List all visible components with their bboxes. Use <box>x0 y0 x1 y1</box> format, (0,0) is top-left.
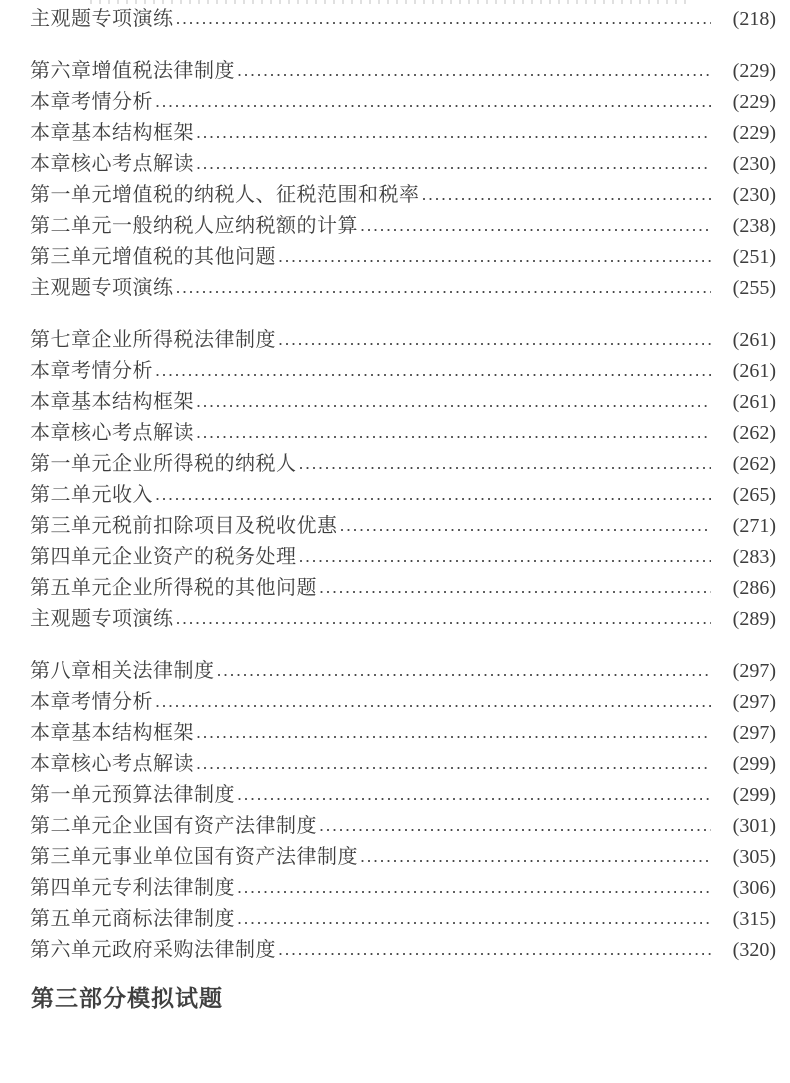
toc-entry-title: 第三单元增值税的其他问题 <box>30 246 276 268</box>
toc-entry-title: 本章基本结构框架 <box>30 391 194 413</box>
toc-section <box>30 656 776 966</box>
toc-entry-page: (297) <box>732 660 776 682</box>
toc-leader-dots <box>360 210 711 241</box>
toc-entry-title: 第三单元事业单位国有资产法律制度 <box>30 846 358 868</box>
toc-entry-page: (271) <box>732 515 776 537</box>
toc-entry-page: (261) <box>732 391 776 413</box>
toc-entry-page: (261) <box>732 360 776 382</box>
toc-entry-title: 本章基本结构框架 <box>30 122 194 144</box>
toc-entry <box>30 56 776 87</box>
toc-entry <box>30 242 776 273</box>
toc-leader-dots <box>196 748 711 779</box>
toc-entry-title: 本章核心考点解读 <box>30 422 194 444</box>
toc-entry <box>30 873 776 904</box>
toc-entry <box>30 842 776 873</box>
toc-entry-page: (229) <box>732 91 776 113</box>
toc-sections <box>30 4 776 966</box>
toc-leader-dots <box>299 541 712 572</box>
toc-entry-page: (301) <box>732 815 776 837</box>
toc-entry-page: (261) <box>732 329 776 351</box>
toc-entry-title: 本章考情分析 <box>30 360 153 382</box>
toc-leader-dots <box>237 872 711 903</box>
part-heading: 第三部分模拟试题 <box>31 985 223 1011</box>
table-of-contents <box>30 4 776 1015</box>
toc-leader-dots <box>319 572 711 603</box>
toc-entry-title: 第七章企业所得税法律制度 <box>30 329 276 351</box>
toc-entry <box>30 573 776 604</box>
toc-entry <box>30 604 776 635</box>
toc-leader-dots <box>278 324 711 355</box>
toc-entry <box>30 211 776 242</box>
toc-leader-dots <box>237 779 711 810</box>
toc-entry-page: (297) <box>732 722 776 744</box>
toc-entry-title: 本章核心考点解读 <box>30 753 194 775</box>
toc-leader-dots <box>422 179 712 210</box>
toc-entry-title: 本章核心考点解读 <box>30 153 194 175</box>
toc-leader-dots <box>319 810 711 841</box>
toc-entry-title: 主观题专项演练 <box>30 608 174 630</box>
toc-leader-dots <box>340 510 712 541</box>
toc-leader-dots <box>176 272 712 303</box>
toc-entry-page: (229) <box>732 122 776 144</box>
toc-entry <box>30 780 776 811</box>
toc-entry-title: 主观题专项演练 <box>30 8 174 30</box>
toc-leader-dots <box>176 603 712 634</box>
toc-leader-dots <box>237 55 711 86</box>
toc-entry-title: 本章考情分析 <box>30 91 153 113</box>
toc-entry-page: (262) <box>732 453 776 475</box>
toc-section <box>30 56 776 304</box>
toc-entry-title: 第一单元企业所得税的纳税人 <box>30 453 297 475</box>
toc-entry <box>30 511 776 542</box>
toc-leader-dots <box>155 479 711 510</box>
toc-entry-title: 第一单元增值税的纳税人、征税范围和税率 <box>30 184 420 206</box>
toc-entry <box>30 149 776 180</box>
toc-entry-page: (251) <box>732 246 776 268</box>
toc-entry-title: 主观题专项演练 <box>30 277 174 299</box>
toc-entry <box>30 180 776 211</box>
toc-leader-dots <box>237 903 711 934</box>
toc-entry <box>30 656 776 687</box>
toc-entry-title: 第二单元一般纳税人应纳税额的计算 <box>30 215 358 237</box>
toc-entry <box>30 935 776 966</box>
toc-section <box>30 325 776 635</box>
toc-entry-page: (283) <box>732 546 776 568</box>
toc-entry-page: (255) <box>732 277 776 299</box>
toc-leader-dots <box>196 717 711 748</box>
toc-leader-dots <box>155 86 711 117</box>
toc-entry-page: (305) <box>732 846 776 868</box>
toc-entry-title: 第五单元企业所得税的其他问题 <box>30 577 317 599</box>
toc-entry-page: (320) <box>732 939 776 961</box>
toc-entry-page: (289) <box>732 608 776 630</box>
toc-entry-page: (286) <box>732 577 776 599</box>
toc-leader-dots <box>196 148 711 179</box>
toc-entry-title: 第四单元企业资产的税务处理 <box>30 546 297 568</box>
toc-leader-dots <box>196 117 711 148</box>
toc-entry-page: (229) <box>732 60 776 82</box>
toc-leader-dots <box>176 3 712 34</box>
toc-leader-dots <box>278 934 711 965</box>
toc-leader-dots <box>196 417 711 448</box>
toc-entry-page: (297) <box>732 691 776 713</box>
toc-entry <box>30 449 776 480</box>
toc-entry-title: 本章基本结构框架 <box>30 722 194 744</box>
toc-entry-title: 第六单元政府采购法律制度 <box>30 939 276 961</box>
toc-section <box>30 4 776 35</box>
toc-leader-dots <box>360 841 711 872</box>
toc-entry-title: 第五单元商标法律制度 <box>30 908 235 930</box>
toc-entry-title: 第二单元企业国有资产法律制度 <box>30 815 317 837</box>
toc-entry-page: (230) <box>732 184 776 206</box>
toc-leader-dots <box>217 655 712 686</box>
toc-entry-title: 第四单元专利法律制度 <box>30 877 235 899</box>
toc-entry-title: 第二单元收入 <box>30 484 153 506</box>
toc-leader-dots <box>299 448 712 479</box>
toc-entry <box>30 418 776 449</box>
toc-entry <box>30 542 776 573</box>
toc-entry <box>30 325 776 356</box>
toc-entry-title: 第一单元预算法律制度 <box>30 784 235 806</box>
toc-entry-page: (299) <box>732 784 776 806</box>
toc-entry-page: (315) <box>732 908 776 930</box>
toc-entry <box>30 904 776 935</box>
toc-entry <box>30 749 776 780</box>
toc-leader-dots <box>155 355 711 386</box>
toc-entry-title: 本章考情分析 <box>30 691 153 713</box>
toc-entry <box>30 87 776 118</box>
toc-leader-dots <box>155 686 711 717</box>
toc-entry <box>30 4 776 35</box>
toc-entry <box>30 718 776 749</box>
toc-entry <box>30 687 776 718</box>
toc-entry <box>30 811 776 842</box>
toc-entry <box>30 118 776 149</box>
toc-entry-page: (218) <box>732 8 776 30</box>
toc-entry-page: (306) <box>732 877 776 899</box>
toc-entry-title: 第三单元税前扣除项目及税收优惠 <box>30 515 338 537</box>
toc-entry-page: (238) <box>732 215 776 237</box>
toc-entry-page: (299) <box>732 753 776 775</box>
toc-entry <box>30 387 776 418</box>
toc-entry-title: 第八章相关法律制度 <box>30 660 215 682</box>
toc-leader-dots <box>278 241 711 272</box>
toc-entry-page: (230) <box>732 153 776 175</box>
toc-leader-dots <box>196 386 711 417</box>
toc-entry <box>30 480 776 511</box>
toc-entry-page: (265) <box>732 484 776 506</box>
toc-entry <box>30 356 776 387</box>
toc-entry <box>30 273 776 304</box>
toc-entry-title: 第六章增值税法律制度 <box>30 60 235 82</box>
toc-entry-page: (262) <box>732 422 776 444</box>
